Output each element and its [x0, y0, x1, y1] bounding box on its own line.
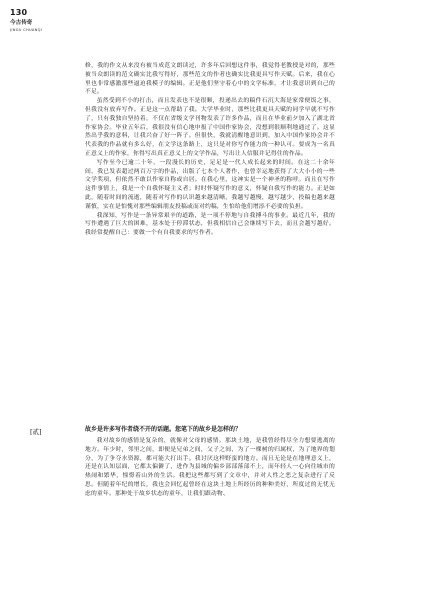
answer-text: [85, 437, 335, 499]
section-tag: [贰]: [30, 428, 42, 436]
body-text: [85, 62, 335, 238]
paragraph: 我深知，写作是一条异常艰辛的道路，是一项不停地与自我搏斗的事业。最近几年，我的写作遭遇了巨大的困难，基本处于停滞状态，但我相信自己会继续写下去，而且会越写越好。我经常提醒自己：要做一个有自我要求的写作者。: [85, 212, 335, 237]
page-number: 130: [10, 8, 28, 17]
section-question: 故乡是许多写作者绕不开的话题。您笔下的故乡是怎样的？: [85, 426, 242, 433]
paragraph: 虽然受到不小的打击，而且发表也不是很顺，投递出去的稿件石沉大海是家常便饭之事，但我没有放弃写作。正是这一点帮助了我。大学毕业时，那些比我更具天赋的同学早就不写作了，只有我独自坚持着，不仅在省级文学刊物发表了许多作品，而且在毕业前夕加入了湖北省作家协会。毕业五年后，我很没有信心地申报了中国作家协会，没想到很顺利地通过了。这显然出乎我的意料，让我兴奋了好一阵子。但很快，我就清醒地意识到，加入中国作家协会并不代表我的作品就有多么好，在文学这条路上，这只是对你写作能力的一种认可。要成为一名真正意义上的作家，你得写出真正意义上的文学作品，写出让人信服并记得住的作品。: [85, 98, 335, 157]
paragraph: 修，我的作文从来没有被当成范文朗读过，许多年后回想这件事，我觉得老教授是对的，那些被当众朗读的范文确实比我写得好，那些范文的作者也确实比我更具写作天赋。后来，我在心里也非常感激那些逼迫我模子的编辑。正是他们坚守着心中的文学标准，才让我意识到自己的不足。: [85, 63, 335, 96]
paragraph: 我对故乡的感情是复杂的，就像对父母的感情。那块土地，是我曾经得尽全力想要逃离的地方。年少时，邻里之间，即便是兄弟之间，父子之间，为了一棵树的归属权，为了地界的划分，为了争夺水资源，都可能大打出手。我讨厌这样野蛮的地方。而且无论是在地理意义上，还是在认知层面，它都太偏僻了，进作为县城的偏乡部部落部不上，而年轻人一心向往城市的热闹和繁华，憧憬着山外的生活。我把这些都写到了文章中，并对人性之恶之复杂进行了反思。但随着年纪的增长，我也会回忆起曾经在这块土地上所经历的种种美好，所度过的无忧无虑的童年。那种处于故乡状态的童年，让我们跟动物、: [85, 438, 335, 497]
running-title: 今古传奇: [10, 20, 33, 26]
running-subtitle: JINGU CHUANQI: [10, 28, 43, 32]
paragraph: 写作至今已逾二十年，一段漫长的历史，足足是一代人成长起来的时间。在这二十余年间，我已发表超过两百万字的作品，出版了七本个人著作，也曾幸运地获得了大大小小的一些文学奖项，但依然不敢以作家自称或自居。在我心里，这神实是一个神圣的称呼。而且在写作这件事情上，我是一个自我怀疑主义者；时时怀疑写作的意义，怀疑自我写作的能力。正是如此，随着时间的流逝，随着对写作的认识越来越清晰，我越写越慢，越写越少，投稿也越来越谨慎，实在是怕愧对那些编辑朋友投稿或而对约稿，生怕给他们增添不必要的负担。: [85, 159, 335, 210]
